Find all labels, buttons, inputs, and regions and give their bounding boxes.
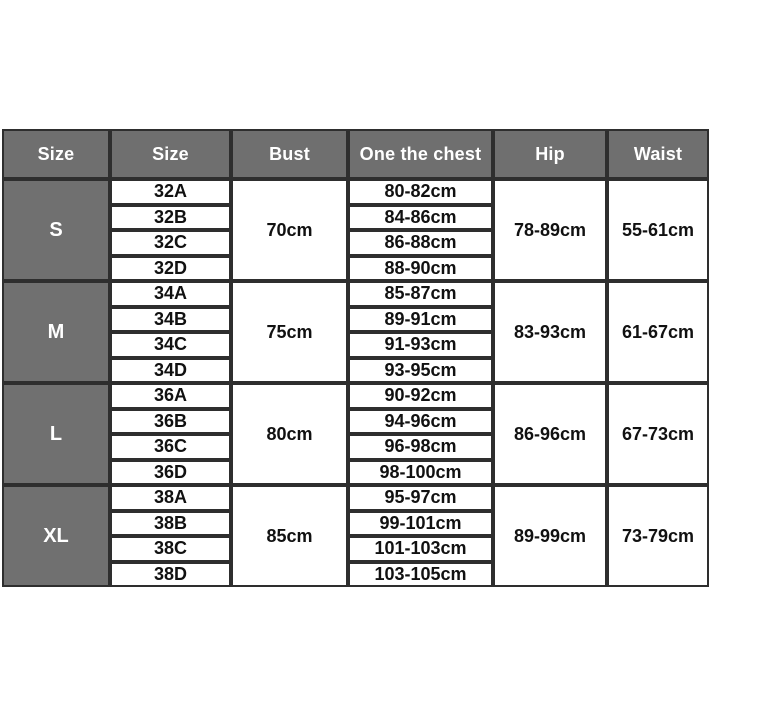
chest-cell: 95-97cm xyxy=(348,485,493,511)
waist-cell: 55-61cm xyxy=(607,179,709,281)
chest-cell: 96-98cm xyxy=(348,434,493,460)
chest-cell: 98-100cm xyxy=(348,460,493,486)
size-letter-cell: M xyxy=(2,281,110,383)
hip-cell: 83-93cm xyxy=(493,281,607,383)
cup-size-cell: 34B xyxy=(110,307,231,333)
hip-cell: 89-99cm xyxy=(493,485,607,587)
header-chest: One the chest xyxy=(348,129,493,179)
bust-cell: 85cm xyxy=(231,485,348,587)
waist-cell: 73-79cm xyxy=(607,485,709,587)
cup-size-cell: 32C xyxy=(110,230,231,256)
waist-cell: 61-67cm xyxy=(607,281,709,383)
chest-cell: 91-93cm xyxy=(348,332,493,358)
chest-cell: 90-92cm xyxy=(348,383,493,409)
chest-cell: 86-88cm xyxy=(348,230,493,256)
header-size-letter: Size xyxy=(2,129,110,179)
chest-cell: 84-86cm xyxy=(348,205,493,231)
header-waist: Waist xyxy=(607,129,709,179)
cup-size-cell: 32D xyxy=(110,256,231,282)
table-row xyxy=(2,383,709,409)
header-bust: Bust xyxy=(231,129,348,179)
cup-size-cell: 32A xyxy=(110,179,231,205)
chest-cell: 93-95cm xyxy=(348,358,493,384)
cup-size-cell: 36C xyxy=(110,434,231,460)
cup-size-cell: 38A xyxy=(110,485,231,511)
chest-cell: 101-103cm xyxy=(348,536,493,562)
cup-size-cell: 38C xyxy=(110,536,231,562)
bust-cell: 80cm xyxy=(231,383,348,485)
size-letter-cell: XL xyxy=(2,485,110,587)
table-row xyxy=(2,281,709,307)
chest-cell: 80-82cm xyxy=(348,179,493,205)
hip-cell: 86-96cm xyxy=(493,383,607,485)
cup-size-cell: 38B xyxy=(110,511,231,537)
size-letter-cell: L xyxy=(2,383,110,485)
waist-cell: 67-73cm xyxy=(607,383,709,485)
size-chart xyxy=(2,129,709,587)
cup-size-cell: 34D xyxy=(110,358,231,384)
header-row xyxy=(2,129,709,179)
chest-cell: 85-87cm xyxy=(348,281,493,307)
cup-size-cell: 36A xyxy=(110,383,231,409)
table-row xyxy=(2,485,709,511)
chest-cell: 88-90cm xyxy=(348,256,493,282)
size-letter-cell: S xyxy=(2,179,110,281)
cup-size-cell: 34A xyxy=(110,281,231,307)
table-row xyxy=(2,179,709,205)
chest-cell: 89-91cm xyxy=(348,307,493,333)
header-size-cup: Size xyxy=(110,129,231,179)
cup-size-cell: 36D xyxy=(110,460,231,486)
cup-size-cell: 32B xyxy=(110,205,231,231)
cup-size-cell: 36B xyxy=(110,409,231,435)
cup-size-cell: 38D xyxy=(110,562,231,588)
chest-cell: 103-105cm xyxy=(348,562,493,588)
hip-cell: 78-89cm xyxy=(493,179,607,281)
size-chart-table xyxy=(2,129,709,587)
header-hip: Hip xyxy=(493,129,607,179)
chest-cell: 94-96cm xyxy=(348,409,493,435)
chest-cell: 99-101cm xyxy=(348,511,493,537)
bust-cell: 70cm xyxy=(231,179,348,281)
bust-cell: 75cm xyxy=(231,281,348,383)
cup-size-cell: 34C xyxy=(110,332,231,358)
